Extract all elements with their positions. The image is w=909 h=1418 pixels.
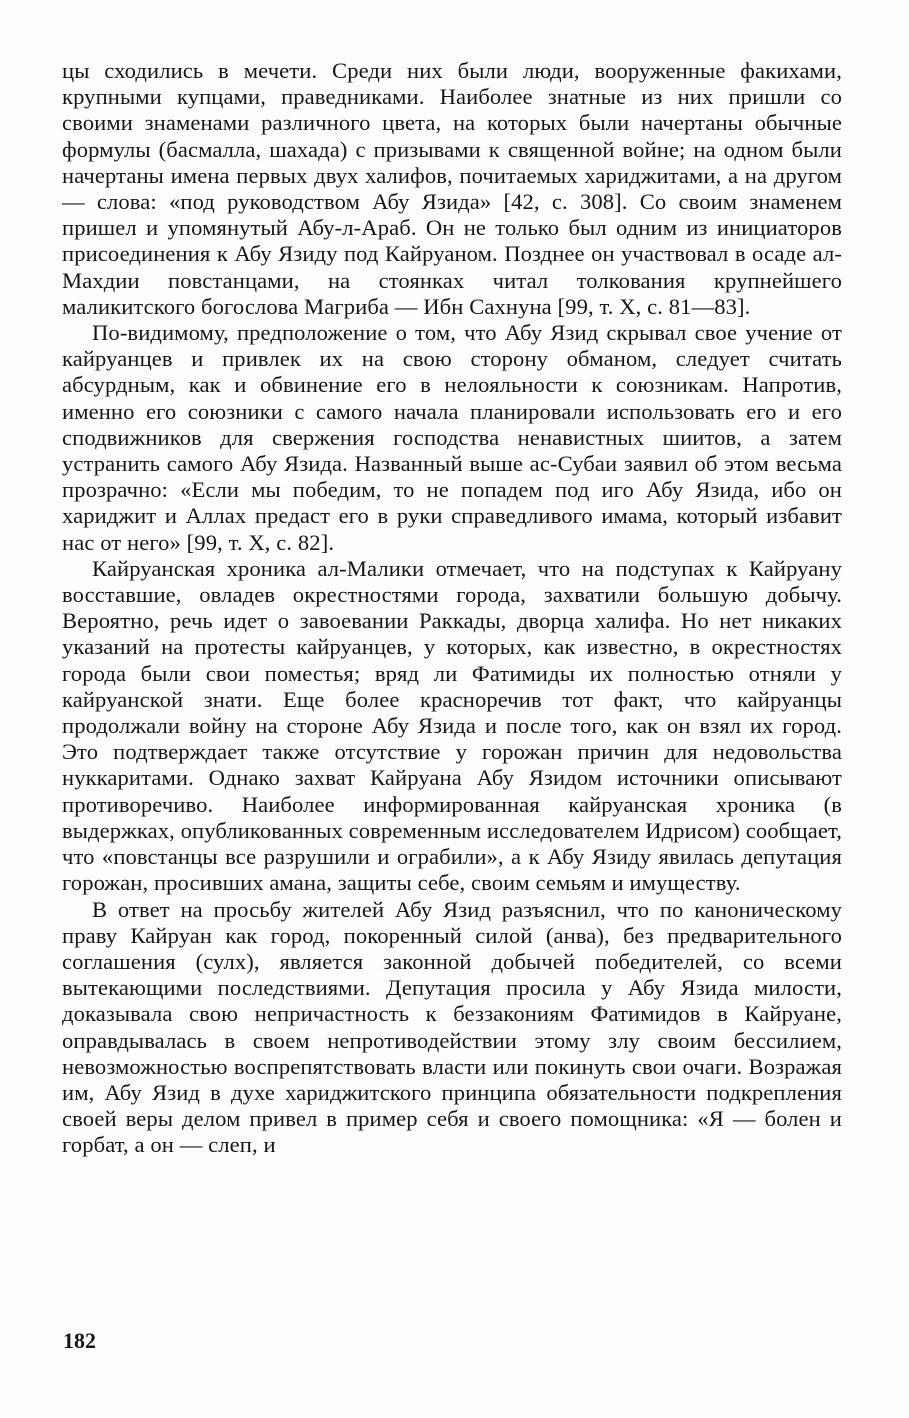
paragraph: В ответ на просьбу жителей Абу Язид разъяснил, что по каноническому праву Кайруан как город, покоренный силой (анва), без предварительного соглашения (сулх), является законной добычей победителей, со всеми вытекающими последствиями. Депутация просила у Абу Язида милости, доказывала свою непричастность к беззакониям Фатимидов в Кайруане, оправдывалась в своем непротиводействии этому злу своим бессилием, невозможностью воспрепятствовать власти или покинуть свои очаги. Возражая им, Абу Язид в духе хариджитского принципа обязательности подкрепления своей веры делом привел в пример себя и своего помощника: «Я — болен и горбат, а он — слеп, и: [62, 896, 842, 1158]
paragraph: По-видимому, предположение о том, что Абу Язид скрывал свое учение от кайруанцев и привлек их на свою сторону обманом, следует считать абсурдным, как и обвинение его в нелояльности к союзникам. Напротив, именно его союзники с самого начала планировали использовать его и его сподвижников для свержения господства ненавистных шиитов, а затем устранить самого Абу Язида. Названный выше ас-Субаи заявил об этом весьма прозрачно: «Если мы победим, то не попадем под иго Абу Язида, ибо он хариджит и Аллах предаст его в руки справедливого имама, который избавит нас от него» [99, т. X, с. 82].: [62, 320, 842, 555]
body-text: [62, 58, 842, 1159]
page-number: 182: [63, 1328, 96, 1353]
paragraph: Кайруанская хроника ал-Малики отмечает, что на подступах к Кайруану восставшие, овладев окрестностями города, захватили большую добычу. Вероятно, речь идет о завоевании Раккады, дворца халифа. Но нет никаких указаний на протесты кайруанцев, у которых, как известно, в окрестностях города были свои поместья; вряд ли Фатимиды их полностью отняли у кайруанской знати. Еще более красноречив тот факт, что кайруанцы продолжали войну на стороне Абу Язида и после того, как он взял их город. Это подтверждает также отсутствие у горожан причин для недовольства нуккаритами. Однако захват Кайруана Абу Язидом источники описывают противоречиво. Наиболее информированная кайруанская хроника (в выдержках, опубликованных современным исследователем Идрисом) сообщает, что «повстанцы все разрушили и ограбили», а к Абу Язиду явилась депутация горожан, просивших амана, защиты себе, своим семьям и имуществу.: [62, 555, 842, 896]
paragraph-continuation: цы сходились в мечети. Среди них были люди, вооруженные факихами, крупными купцами, праведниками. Наиболее знатные из них пришли со своими знаменами различного цвета, на которых были начертаны обычные формулы (басмалла, шахада) с призывами к священной войне; на одном были начертаны имена первых двух халифов, почитаемых хариджитами, а на другом — слова: «под руководством Абу Язида» [42, с. 308]. Со своим знаменем пришел и упомянутый Абу-л-Араб. Он не только был одним из инициаторов присоединения к Абу Язиду под Кайруаном. Позднее он участвовал в осаде ал-Махдии повстанцами, на стоянках читал толкования крупнейшего маликитского богослова Магриба — Ибн Сахнуна [99, т. X, с. 81—83].: [62, 58, 842, 319]
